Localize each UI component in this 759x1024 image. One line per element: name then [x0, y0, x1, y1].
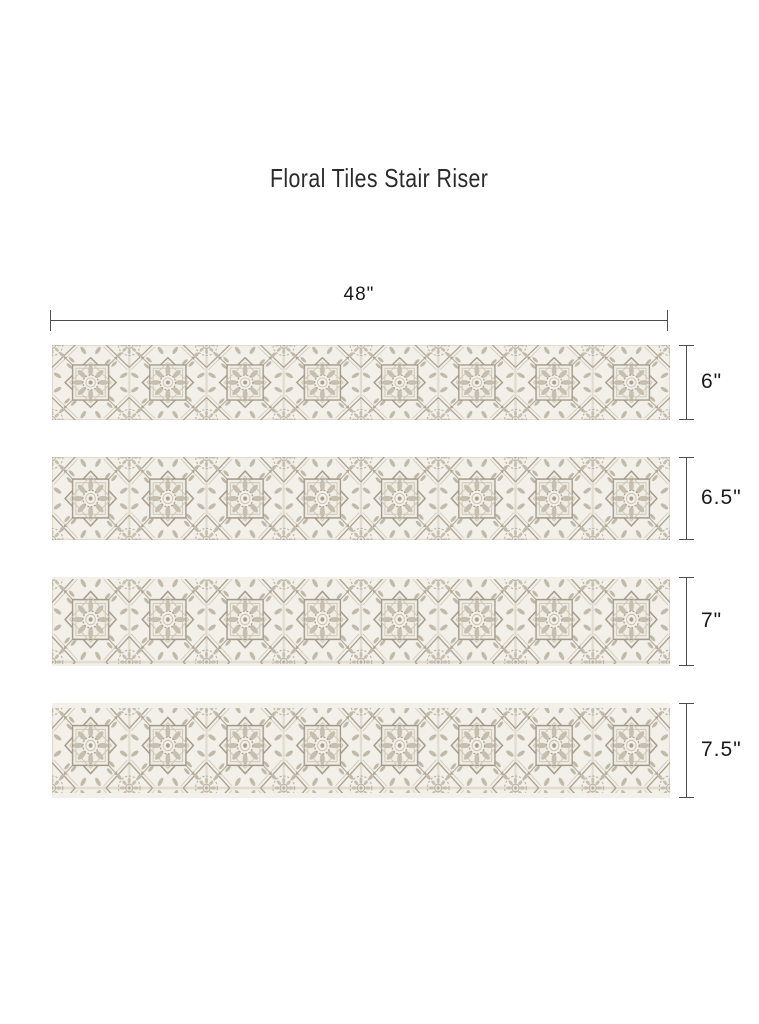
stair-riser-strip-7in [52, 577, 670, 666]
height-dimension-line-6in [679, 345, 694, 420]
dimension-end-tick [667, 310, 668, 331]
tile-pattern-strip [52, 703, 670, 798]
tile-pattern-strip [52, 457, 670, 540]
height-dimension-label-6in: 6" [701, 370, 723, 393]
dimension-end-tick [679, 797, 694, 798]
dimension-line [686, 703, 687, 798]
tile-pattern-strip [52, 345, 670, 420]
height-dimension-label-7-5in: 7.5" [701, 738, 742, 761]
dimension-line [50, 320, 668, 321]
dimension-end-tick [679, 419, 694, 420]
height-dimension-line-7-5in [679, 703, 694, 798]
dimension-line [686, 345, 687, 420]
stair-riser-strip-7-5in [52, 703, 670, 798]
page-title [0, 163, 759, 194]
dimension-line [686, 457, 687, 540]
stair-riser-strip-6in [52, 345, 670, 420]
height-dimension-label-6-5in: 6.5" [701, 486, 742, 509]
dimension-line [686, 577, 687, 666]
dimension-end-tick [679, 665, 694, 666]
width-dimension-line [50, 310, 668, 331]
dimension-end-tick [679, 539, 694, 540]
stair-riser-strip-6-5in [52, 457, 670, 540]
height-dimension-line-6-5in [679, 457, 694, 540]
tile-pattern-strip [52, 577, 670, 666]
height-dimension-line-7in [679, 577, 694, 666]
width-dimension-label: 48" [343, 284, 375, 305]
height-dimension-label-7in: 7" [701, 609, 723, 632]
page-title-text: Floral Tiles Stair Riser [270, 163, 489, 193]
